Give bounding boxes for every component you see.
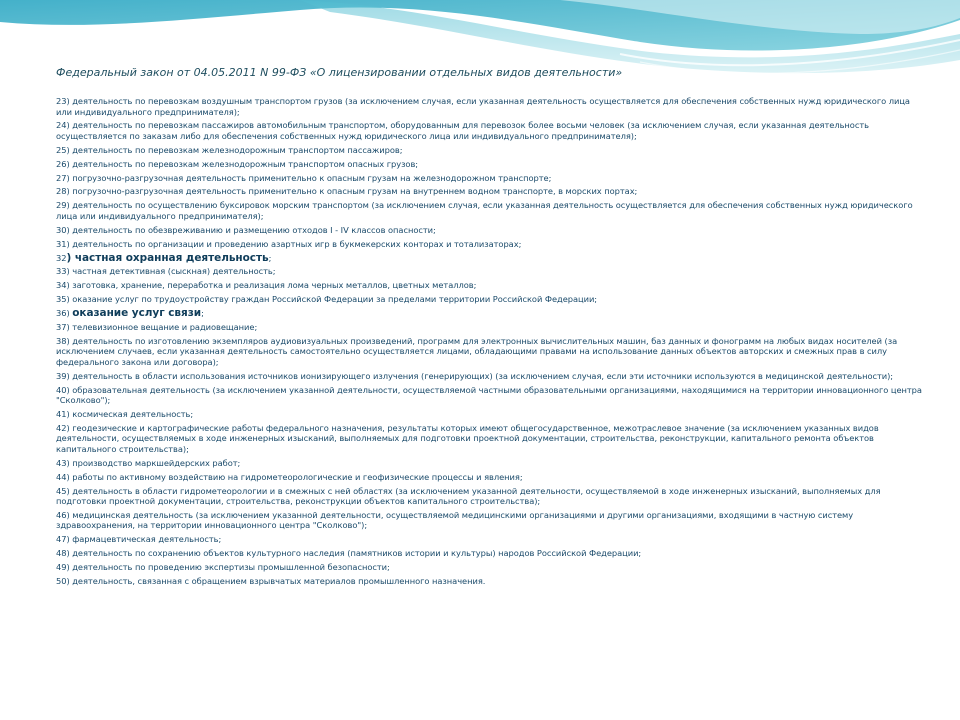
list-item: 24) деятельность по перевозкам пассажиров автомобильным транспортом, оборудованным для перевозок более восьми человек (за исключением случая, если указанная деятельность осуществляется по заказам либо для обеспечения собственных нужд юридического лица или индивидуального предпринимателя); (56, 120, 869, 141)
list-item: 47) фармацевтическая деятельность; (56, 534, 222, 545)
list-item: 39) деятельность в области использования источников ионизирующего излучения (генерирующих) (за исключением случая, если эти источники используются в медицинской деятельности); (56, 370, 894, 381)
list-item: 48) деятельность по сохранению объектов культурного наследия (памятников истории и культуры) народов Российской Федерации; (56, 548, 642, 559)
list-item: 44) работы по активному воздействию на гидрометеорологические и геофизические процессы и явления; (56, 471, 523, 482)
license-list (56, 96, 926, 590)
list-item: 30) деятельность по обезвреживанию и размещению отходов I - IV классов опасности; (56, 224, 436, 235)
list-item: 46) медицинская деятельность (за исключением указанной деятельности, осуществляемой медицинскими организациями и другими организациями, входящими в частную систему здравоохранения, на территории инновационного центра "Сколково"); (56, 509, 854, 531)
list-item: 43) производство маркшейдерских работ; (56, 457, 241, 468)
list-item: 40) образовательная деятельность (за исключением указанной деятельности, осуществляемой частными образовательными организациями, находящимися на территории инновационного центра "Сколково"); (56, 384, 922, 406)
list-item: 25) деятельность по перевозкам железнодорожным транспортом пассажиров; (56, 144, 403, 155)
item-prefix: 36) (56, 308, 73, 319)
item-prefix: 32 (56, 252, 67, 263)
list-item: 38) деятельность по изготовлению экземпляров аудиовизуальных произведений, программ для электронных вычислительных машин, баз данных и фонограмм на любых видах носителей (за исключением случаев, если указанная деятельность самостоятельно осуществляется лицами, обладающими правами на использование данных объектов авторских и смежных прав в силу федерального закона или договора); (56, 335, 898, 367)
list-item: 29) деятельность по осуществлению буксировок морским транспортом (за исключением случая, если указанная деятельность осуществляется для обеспечения собственных нужд юридического лица или индивидуального предпринимателя); (56, 200, 913, 221)
page-title: Федеральный закон от 04.05.2011 N 99-ФЗ «О лицензировании отдельных видов деятельности» (56, 66, 623, 79)
list-item: 33) частная детективная (сыскная) деятельность; (56, 266, 276, 277)
list-item: 50) деятельность, связанная с обращением взрывчатых материалов промышленного назначения. (56, 576, 486, 587)
list-item (56, 308, 926, 319)
item-suffix: ; (268, 252, 272, 263)
list-item: 28) погрузочно-разгрузочная деятельность применительно к опасным грузам на внутреннем водном транспорте, в морских портах; (56, 186, 638, 197)
list-item: 27) погрузочно-разгрузочная деятельность применительно к опасным грузам на железнодорожном транспорте; (56, 172, 552, 183)
list-item: 42) геодезические и картографические работы федерального назначения, результаты которых имеют общегосударственное, межотраслевое значение (за исключением указанных видов деятельности, осуществляемых в ходе инженерных изысканий, выполняемых для подготовки проектной документации, строительства, реконструкции, капитального ремонта объектов капитального строительства); (56, 422, 879, 454)
list-item: 49) деятельность по проведению экспертизы промышленной безопасности; (56, 562, 390, 573)
list-item: 41) космическая деятельность; (56, 409, 194, 420)
item-highlight: оказание услуг связи (72, 307, 202, 320)
list-item: 45) деятельность в области гидрометеорологии и в смежных с ней областях (за исключением указанной деятельности, осуществляемой в ходе инженерных изысканий, выполняемых для подготовки проектной документации, строительства, реконструкции объектов капитального строительства); (56, 485, 881, 507)
item-suffix: ; (201, 308, 204, 319)
list-item: 34) заготовка, хранение, переработка и реализация лома черных металлов, цветных металлов; (56, 280, 477, 291)
list-item (56, 253, 926, 264)
list-item: 31) деятельность по организации и проведению азартных игр в букмекерских конторах и тотализаторах; (56, 238, 522, 249)
list-item: 23) деятельность по перевозкам воздушным транспортом грузов (за исключением случая, если указанная деятельность осуществляется для обеспечения собственных нужд юридического лица или индивидуального предпринимателя); (56, 96, 910, 117)
item-highlight: ) частная охранная деятельность (66, 251, 269, 264)
list-item: 37) телевизионное вещание и радиовещание; (56, 321, 258, 332)
list-item: 35) оказание услуг по трудоустройству граждан Российской Федерации за пределами территории Российской Федерации; (56, 294, 598, 305)
list-item: 26) деятельность по перевозкам железнодорожным транспортом опасных грузов; (56, 158, 419, 169)
